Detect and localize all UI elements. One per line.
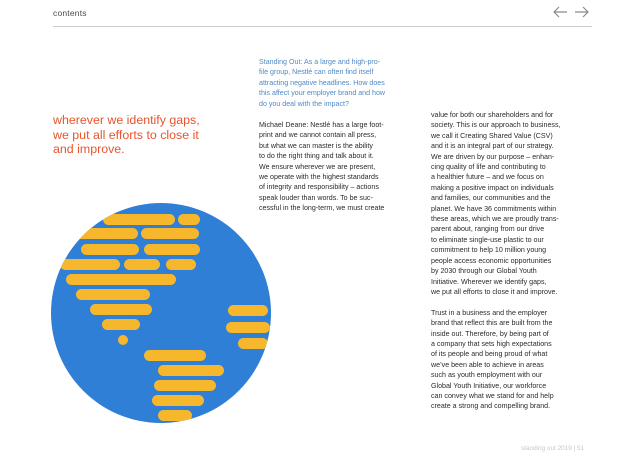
answer-line: cessful in the long-term, we must create: [259, 204, 385, 213]
question-line: file group, Nestlé can often find itself: [259, 68, 374, 77]
answer-line: a company that sets high expectations: [431, 339, 552, 348]
header-divider: [53, 26, 592, 27]
globe-icon: [48, 200, 274, 426]
answer-line: Trust in a business and the employer: [431, 308, 548, 317]
answer-line: we call it Creating Shared Value (CSV): [431, 131, 553, 140]
answer-line: of its people and being proud of what: [431, 350, 548, 359]
answer-line: inside out. Therefore, by being part of: [431, 329, 549, 338]
answer-line: such as youth employment with our: [431, 371, 543, 380]
answer-line: we’ve been able to achieve in areas: [431, 360, 544, 369]
answer-line: planet. We have 36 commitments within: [431, 204, 557, 213]
answer-line: speak louder than words. To be suc-: [259, 193, 373, 202]
answer-line: we put all efforts to close it and improve.: [431, 287, 558, 296]
top-bar: [0, 0, 638, 28]
answer-line: we operate with the highest standards: [259, 173, 379, 182]
answer-line: society. This is our approach to business,: [431, 121, 561, 130]
question-line: Standing Out: As a large and high-pro-: [259, 58, 381, 66]
answer-line: value for both our shareholders and for: [431, 111, 554, 119]
pull-quote-line: we put all efforts to close it: [53, 127, 199, 142]
answer-line: by 2030 through our Global Youth: [431, 267, 537, 276]
question-line: this affect your employer brand and how: [259, 89, 386, 98]
answer-line: parent about, ranging from our drive: [431, 225, 545, 234]
arrow-left-icon[interactable]: [552, 5, 568, 19]
answer-line: brand that reflect this are built from the: [431, 319, 553, 328]
answer-line: of integrity and responsibility – actions: [259, 183, 379, 192]
answer-line: but what we can master is the ability: [259, 141, 373, 150]
answer-paragraph: [431, 308, 586, 412]
pull-quote-line: and improve.: [53, 142, 125, 157]
answer-line: Michael Deane: Nestlé has a large foot-: [259, 121, 384, 129]
answer-line: a healthier future – and we focus on: [431, 173, 544, 182]
answer-column-right: [431, 110, 586, 422]
answer-line: these areas, which we are proudly trans-: [431, 215, 559, 224]
answer-line: create a strong and compelling brand.: [431, 402, 551, 411]
answer-line: We are driven by our purpose – enhan-: [431, 152, 555, 161]
answer-line: to do the right thing and talk about it.: [259, 152, 374, 161]
pull-quote-line: wherever we identify gaps,: [53, 113, 200, 127]
answer-line: and it is an integral part of our strategy.: [431, 142, 554, 151]
answer-line: making a positive impact on individuals: [431, 183, 554, 192]
page-footer: standing out 2019 | 51: [521, 445, 585, 452]
answer-line: cing quality of life and contributing to: [431, 163, 546, 172]
answer-line: We ensure wherever we are present,: [259, 162, 376, 171]
answer-line: print and we cannot contain all press,: [259, 131, 377, 140]
interview-question: [259, 57, 419, 109]
answer-line: can convey what we stand for and help: [431, 391, 554, 400]
answer-line: to eliminate single-use plastic to our: [431, 235, 544, 244]
answer-line: people access economic opportunities: [431, 256, 552, 265]
pull-quote: [53, 113, 223, 157]
answer-paragraph: [431, 110, 586, 297]
answer-line: Global Youth Initiative, our workforce: [431, 381, 547, 390]
arrow-right-icon[interactable]: [574, 5, 590, 19]
answer-line: commitment to help 10 million young: [431, 246, 547, 255]
answer-column-left: [259, 120, 419, 214]
answer-line: Initiative. Wherever we identify gaps,: [431, 277, 547, 286]
question-line: do you deal with the impact?: [259, 99, 349, 108]
answer-line: and families, our communities and the: [431, 194, 551, 203]
question-line: attracting negative headlines. How does: [259, 78, 385, 87]
contents-link[interactable]: contents: [53, 8, 87, 18]
